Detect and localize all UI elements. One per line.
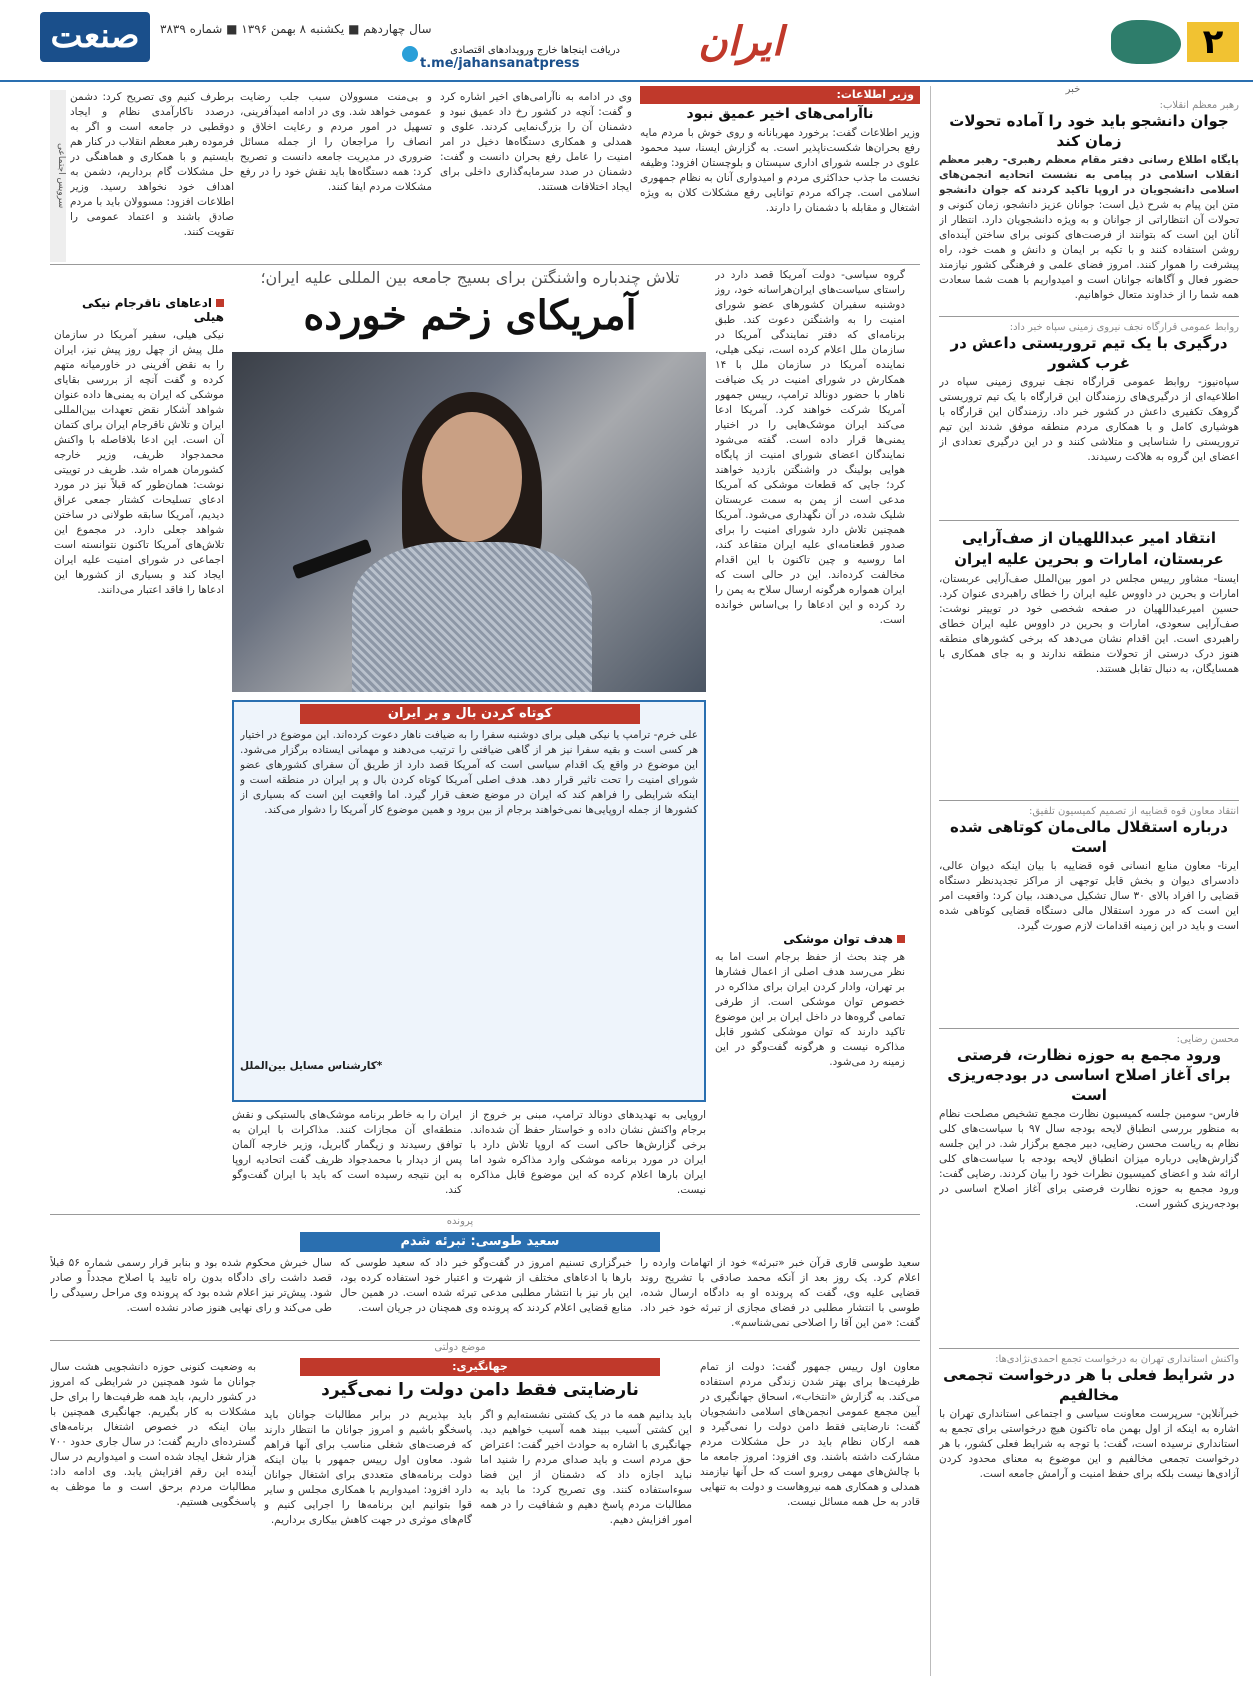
- main-bottom-col1: ایران را به خاطر برنامه موشک‌های بالستیکی و نقش منطقه‌ای آن مجازات کنند. مذاکرات با ایران به توافق رسیدند و زیگمار گابریل، وزیر خارجه آلمان پس از دیدار با محمدجواد ظریف گفت اتحادیه اروپا به این نتیجه رسیده است که باید با ایران گفت‌وگو کند.: [232, 1109, 462, 1196]
- bottom-col4: به وضعیت کنونی حوزه دانشجویی هشت سال جوانان ما شود همچنین در شرایطی که امروز در کشور داریم، باید همه ظرفیت‌ها را برای حل مشکلات به کار بگیریم. جهانگیری همچنین با بیان اینکه در خصوص اشتغال برنامه‌های گسترده‌ای داریم گفت: در سال جاری حدود ۷۰۰ هزار شغل ایجاد شده است و امیدواریم در سال آینده این رقم افزایش یابد. وی ادامه داد: مطالبات مردم برحق است و ما موظف به پاسخگویی هستیم.: [50, 1361, 256, 1508]
- story-body: متن این پیام به شرح ذیل است: جوانان عزیز دانشجو، زمان کنونی و تحولات آن انتظاراتی از جوانان و به ویژه دانشجویان دارد. انتظار از آنان این است که بتوانند از فرصت‌های کنونی برای ساختن آینده‌ای روشن استفاده کنند و با تکیه بر ایمان و دانش و همت خود، راه پیشرفت را هموار کنند. امروز فضای علمی و فرهنگی کشور نیازمند حضور فعال و آگاهانه جوانان است و امیدواریم با همت شما سعادت همه شما را از خداوند متعال خواهانیم.: [939, 199, 1239, 301]
- bottom-label: موضع دولتی: [434, 1342, 486, 1353]
- middle-band-label: پرونده: [446, 1216, 474, 1227]
- top-box-byline: سرویس اجتماعی: [50, 90, 66, 262]
- story-body: فارس- سومین جلسه کمیسیون نظارت مجمع تشخیص مصلحت نظام به منظور بررسی انطباق لایحه بودجه سال ۹۷ با سیاست‌های کلی نظام به ریاست محسن رضایی، دبیر مجمع برگزار شد. در این جلسه گزارش‌هایی درباره میزان انطباق لایحه بودجه با سیاست‌های کلی ارائه شد و اعضای کمیسیون نظرات خود را بیان کردند. رضایی گفت: ورود مجمع به حوزه نظارت فرصتی برای آغاز اصلاح اساسی در بودجه‌ریزی کشور است.: [939, 1108, 1239, 1210]
- story-body: ایرنا- معاون منابع انسانی قوه قضاییه با بیان اینکه دیوان عالی، دادسرای دیوان و بخش قابل توجهی از مراکز تجدیدنظر دستگاه قضایی را افراد بالای ۳۰ سال تشکیل می‌دهند، بیان کرد: واقعیت امر این است که در مورد استقلال مالی دستگاه قضایی کوتاهی شده است و باید در این زمینه اقدامات لازم صورت گیرد.: [939, 860, 1239, 932]
- story-body: خبرآنلاین- سرپرست معاونت سیاسی و اجتماعی استانداری تهران با اشاره به اینکه از اول بهمن ماه تاکنون هیچ درخواستی برای تجمع به استانداری نرسیده است، گفت: با توجه به شرایط فعلی کشور، با هر درخواست تجمعی مخالفیم و این موضوع به معنای محدود کردن آزادی‌ها نیست بلکه برای حفظ امنیت و آرامش جامعه است.: [939, 1408, 1239, 1480]
- newspaper-logo: صنعت: [40, 12, 150, 62]
- story-kicker: انتقاد معاون قوه قضاییه از تصمیم کمیسیون تلفیق:: [1028, 806, 1239, 817]
- right-column-divider: [930, 86, 931, 1676]
- story-title: درباره استقلال مالی‌مان کوتاهی شده است: [950, 818, 1228, 856]
- story-tehran-governorate: [939, 1354, 1239, 1697]
- section-title: ایران: [698, 18, 783, 65]
- bottom-title: نارضایتی فقط دامن دولت را نمی‌گیرد: [321, 1380, 639, 1400]
- middle-band-bar: سعید طوسی: تبرئه شدم: [300, 1232, 660, 1252]
- story-title: در شرایط فعلی با هر درخواست تجمعی مخالفیم: [943, 1366, 1235, 1404]
- right-column-label: خبر: [1065, 84, 1081, 95]
- story-judiciary: [939, 806, 1239, 1039]
- story-leader: [939, 100, 1239, 348]
- caption-bar: کوتاه کردن بال و پر ایران: [300, 704, 640, 724]
- iran-map-icon: [1111, 20, 1181, 64]
- story-lead: پایگاه اطلاع رسانی دفتر مقام معظم رهبری- رهبر معظم انقلاب اسلامی در پیامی به نشست اتحادیه انجمن‌های اسلامی دانشجویان در اروپا تاکید کردند که جوان دانشجو: [939, 154, 1239, 196]
- top-box-col4: برطرف کنیم وی تصریح کرد: دشمن درصدد ناکارآمدی نظام و ایجاد دوقطبی در جامعه است و اگر به فرموده رهبر معظم انقلاب در کنار هم بایستیم و با همکاری و هماهنگی در حل مشکلات گام برداریم، دشمن به اهداف خود نخواهد رسید. وزیر اطلاعات افزود: مسوولان باید با مردم صادق باشند و اعتماد عمومی را تقویت کنند.: [70, 91, 234, 238]
- caption-text: علی خرم- ترامپ یا نیکی هیلی برای دوشنبه سفرا را به ضیافت ناهار دعوت کرده‌اند. این موضوع در اختیار هر کسی است و بقیه سفرا نیز هر از گاهی ضیافتی را ترتیب می‌دهند و مهمانی ایستاده برگزار می‌شود. این موضوع در واقع یک اقدام سیاسی است که آمریکا قصد دارد از طریق آن سفرای کشورهای عضو شورای امنیت را تحت تاثیر قرار دهد. هدف اصلی آمریکا کوتاه کردن بال و پر ایران در منطقه است و اینکه شرایطی را فراهم کند که ایران در موضع ضعف قرار گیرد. اما واقعیت این است که بسیاری از کشورها از جمله اروپایی‌ها نمی‌خواهند برجام از بین برود و همین موضوع کار آمریکا را دشوار می‌کند.: [240, 729, 698, 816]
- middle-col2: خبرگزاری تسنیم امروز در گفت‌وگو خبر داد که سعید طوسی که بارها با ادعاهای مختلف از شهرت و اعتبار خود استفاده کرده بود، این بار نیز با انتشار مطلبی مدعی تبرئه شده است. در همین حال منابع قضایی اعلام کردند که پرونده وی همچنان در جریان است.: [340, 1257, 632, 1314]
- main-title: آمریکای زخم خورده: [303, 292, 637, 339]
- middle-col3: سال خبرش محکوم شده بود و بنابر قرار رسمی شماره ۵۶ قبلاً قصد داشت رای دادگاه بدون راه تایید یا اصلاح مجدداً و صادر شود. پیش‌تر نیز اعلام شده بود که پرونده وی مراحل رسیدگی را طی می‌کند و رای نهایی هنوز صادر نشده است.: [50, 1257, 332, 1314]
- telegram-link[interactable]: t.me/jahansanatpress: [420, 56, 580, 71]
- story-body: ایسنا- مشاور رییس مجلس در امور بین‌الملل صف‌آرایی عربستان، امارات و بحرین در داووس علیه ایران را خطای راهبردی عنوان کرد. حسین امیرعبداللهیان در صفحه شخصی خود در توییتر نوشت: صف‌آرایی سعودی، امارات و بحرین در داووس علیه ایران خطای راهبردی است. این اقدام نشان می‌دهد که برخی کشورهای منطقه هنوز درک درستی از تحولات منطقه ندارند و به جای همکاری با همسایگان، به دنبال تقابل هستند.: [939, 573, 1239, 675]
- main-right-col2: هر چند بحث از حفظ برجام است اما به نظر می‌رسد هدف اصلی از اعمال فشارها بر تهران، وادار کردن ایران برای مذاکره در خصوص توان موشکی است. از طرفی تمامی گروه‌ها در داخل ایران بر این موضوع تاکید دارند که توان موشکی کشور قابل مذاکره نیست و هرگونه گفت‌وگو در این زمینه رد می‌شود.: [715, 951, 905, 1068]
- telegram-icon: [402, 46, 418, 62]
- story-body: سپاه‌نیوز- روابط عمومی قرارگاه نجف نیروی زمینی سپاه در اطلاعیه‌ای از درگیری‌های رزمندگان این قرارگاه با یک تیم تروریستی گروهک تکفیری داعش در کشور خبر داد. رزمندگان این قرارگاه با هوشیاری کامل و با همکاری مردم منطقه موفق شدند این تیم تروریستی را شناسایی و متلاشی کنند و در این درگیری تعدادی از اعضای این گروه به هلاکت رسیدند.: [939, 376, 1239, 463]
- bottom-kicker: جهانگیری:: [300, 1358, 660, 1376]
- top-box-col2: وی در ادامه به ناآرامی‌های اخیر اشاره کرد و گفت: آنچه در کشور رخ داد عمیق نبود و دشمنان آن را بزرگ‌نمایی کردند. علوی و همدلی و همکاری دستگاه‌ها دخیل در امر امنیت را عامل رفع بحران دانست و گفت: دشمنان در صدد سرمایه‌گذاری داخلی برای ایجاد اختلافات هستند.: [440, 91, 632, 193]
- bottom-col1: معاون اول رییس جمهور گفت: دولت از تمام ظرفیت‌ها برای بهتر شدن زندگی مردم استفاده می‌کند. به گزارش «انتخاب»، اسحاق جهانگیری در آیین مجمع عمومی انجمن‌های اسلامی دانشجویان گفت: نارضایتی فقط دامن دولت را نمی‌گیرد و همه ارکان نظام باید در حل مشکلات مردم مشارکت داشته باشند. وی افزود: امروز جامعه ما با چالش‌های مهمی روبرو است که حل آنها نیازمند همدلی و همکاری همه نیروهاست و دولت به تنهایی قادر به حل همه مسائل نیست.: [700, 1361, 920, 1508]
- top-box-col1: وزیر اطلاعات گفت: برخورد مهربانانه و روی خوش با مردم مایه رفع بحران‌ها شکست‌ناپذیر است. به گزارش ایسنا، سید محمود علوی در جلسه شورای اداری سیستان و بلوچستان افزود: وظیفه نخست ما جذب حداکثری مردم و امیدواری آنان به نظام جمهوری اسلامی است. چراکه مردم توانایی رفع مشکلات کلان به ویژه اشتغال و مقابله با دشمنان را دارند.: [640, 127, 920, 214]
- bottom-col3: باید بپذیریم در برابر مطالبات جوانان باید پاسخگو باشیم و امروز جوانان ما انتظار دارند که فرصت‌های شغلی مناسب برای آنها فراهم شود. معاون اول رییس جمهور با بیان اینکه دولت برنامه‌های متعددی برای اشتغال جوانان دارد افزود: امیدواریم با همکاری مجلس و سایر قوا بتوانیم این برنامه‌ها را اجرایی کنیم و گام‌های موثری در جهت کاهش بیکاری برداریم.: [264, 1409, 472, 1526]
- story-title: ورود مجمع به حوزه نظارت، فرصتی برای آغاز اصلاح اساسی در بودجه‌ریزی است: [947, 1046, 1231, 1104]
- story-title: انتقاد امیر عبداللهیان از صف‌آرایی عربستان، امارات و بحرین علیه ایران: [954, 529, 1224, 568]
- story-rezaei: [939, 1034, 1239, 1362]
- story-kicker: روابط عمومی قرارگاه نجف نیروی زمینی سپاه خبر داد:: [1009, 322, 1239, 333]
- left-sub-article: [54, 296, 224, 1128]
- main-bottom-col2: اروپایی به تهدیدهای دونالد ترامپ، مبنی بر خروج از برجام واکنش نشان داده و خواستار حفظ آن شده‌اند. برخی گزارش‌ها حاکی است که اروپا تلاش دارد با ایران در مورد برنامه موشکی وارد مذاکره شود اما ایران بارها اعلام کرده که این موضوع قابل مذاکره نیست.: [470, 1109, 706, 1196]
- main-right-col: گروه سیاسی- دولت آمریکا قصد دارد در راستای سیاست‌های ایران‌هراسانه خود، روز دوشنبه سفیران کشورهای عضو شورای امنیت را به واشنگتن دعوت کند. طبق برنامه‌ای که دفتر نمایندگی آمریکا در سازمان ملل اعلام کرده است، نیکی هیلی، نماینده آمریکا در سازمان ملل با ۱۴ همکارش در شورای امنیت در یک ضیافت ناهار با حضور دونالد ترامپ، رییس جمهور آمریکا شرکت خواهند کرد. آمریکا ادعا می‌کند ایران موشک‌هایی را در اختیار یمنی‌ها قرار داده است. گفته می‌شود نمایندگان اعضای شورای امنیت از پایگاه هوایی بولینگ در واشنگتن بازدید خواهند کرد؛ جایی که قطعات موشکی که آمریکا مدعی است از یمن به سمت عربستان شلیک شده، در آن نگهداری می‌شود. آمریکا همچنین تلاش دارد شورای امنیت را برای صدور قطعنامه‌ای علیه ایران متقاعد کند، اما روسیه و چین تاکنون با این اقدام مخالفت کرده‌اند. این در حالی است که ایران همواره هرگونه ارسال سلاح به یمن را رد کرده و این ادعاها را بی‌اساس خوانده است.: [715, 269, 905, 626]
- left-sub-body: نیکی هیلی، سفیر آمریکا در سازمان ملل پیش از چهل روز پیش نیز، ایران را به نقض آفرینی در خاورمیانه متهم کرده و گفت آنچه از بررسی بقایای موشکی که ایران به یمنی‌ها داده عنوان شواهد آشکار نقض تعهدات بین‌المللی ایران و تلاش ناقرجام ایران برای کتمان آن است. این ادعا بلافاصله با واکنش محمدجواد ظریف، وزیر خارجه کشورمان همراه شد. ظریف در توییتی نوشت: همان‌طور که قبلاً نیز در مورد ادعای تسلیحات کشتار جمعی عراق دیدیم، آمریکا سابقه طولانی در ساختن شواهد جعلی دارد. در مجموع این تلاش‌های آمریکا تاکنون نتوانسته است اجماعی در شورای امنیت علیه ایران ایجاد کند و بسیاری از کشورها این ادعاها را فاقد اعتبار می‌دانند.: [54, 329, 224, 596]
- main-kicker: تلاش چندباره واشنگتن برای بسیج جامعه بین المللی علیه ایران؛: [260, 268, 680, 287]
- telegram-caption: دریافت اینجاها خارج ورویدادهای اقتصادی: [450, 45, 620, 56]
- left-sub-title: ادعاهای ناقرجام نیکی هیلی: [82, 296, 224, 324]
- story-kicker: محسن رضایی:: [1176, 1034, 1239, 1045]
- telegram-block: [420, 44, 620, 70]
- nikki-haley-photo: [232, 352, 706, 692]
- story-title: درگیری با یک تیم تروریستی داعش در غرب کشور: [950, 334, 1228, 372]
- story-isis: [939, 322, 1239, 539]
- story-kicker: واکنش استانداری تهران به درخواست تجمع احمدی‌نژادی‌ها:: [995, 1354, 1239, 1365]
- page-number: ۲: [1187, 22, 1239, 62]
- top-box-col3: و بی‌منت مسوولان سبب جلب رضایت عمومی خواهد شد. وی در ادامه امیدآفرینی، تسهیل در امور مردم و رعایت اخلاق و انصاف را مراجعان را از جمله مسائل ضروری در مدیریت جامعه دانست و تصریح کرد: همه دستگاه‌ها باید نقش خود را در رفع مشکلات مردم ایفا کنند.: [240, 91, 432, 193]
- top-box-bar: وزیر اطلاعات:: [640, 86, 920, 104]
- dateline: سال چهاردهم ■ یکشنبه ۸ بهمن ۱۳۹۶ ■ شماره ۳۸۳۹: [160, 22, 432, 36]
- story-kicker: رهبر معظم انقلاب:: [1159, 100, 1239, 111]
- top-box-title: ناآرامی‌های اخیر عمیق نبود: [686, 106, 874, 122]
- story-title: جوان دانشجو باید خود را آماده تحولات زمان کند: [949, 112, 1229, 150]
- caption-byline: *کارشناس مسایل بین‌الملل: [240, 1060, 383, 1072]
- middle-col1: سعید طوسی قاری قرآن خبر «تبرئه» خود از اتهامات وارده را اعلام کرد. یک روز بعد از آنکه محمد صادقی با تشریح روند قضایی علیه وی، گفت که پرونده او به دادگاه ارسال شده، طوسی با انتشار مطلبی در فضای مجازی از تبرئه خود خبر داد. گفت: «من این آقا را اصلاحی نمی‌شناسم».: [640, 1257, 920, 1329]
- bottom-col2: باید بدانیم همه ما در یک کشتی نشسته‌ایم و اگر این کشتی آسیب ببیند همه آسیب خواهیم دید. جهانگیری با اشاره به حوادث اخیر گفت: اعتراض حق مردم است و باید صدای مردم را شنید اما نباید اجازه داد که دشمنان از این فضا سوءاستفاده کنند. وی تصریح کرد: ما باید به مطالبات مردم پاسخ دهیم و شفافیت را در همه امور افزایش دهیم.: [480, 1409, 692, 1526]
- page-header: [0, 0, 1253, 82]
- main-subhead: هدف توان موشکی: [715, 932, 905, 946]
- story-abdollahian: [939, 528, 1239, 796]
